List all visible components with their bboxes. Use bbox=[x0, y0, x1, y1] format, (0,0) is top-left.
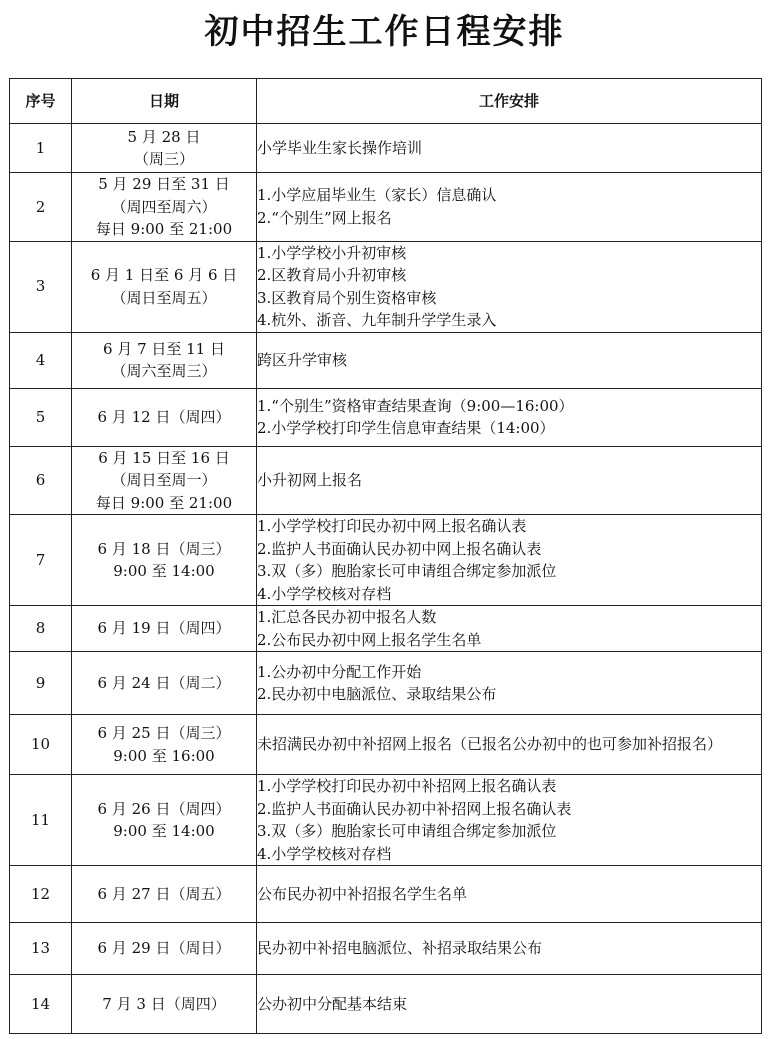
schedule-table bbox=[9, 78, 762, 1034]
date-line: 6 月 24 日（周二） bbox=[97, 673, 231, 692]
row-seq: 12 bbox=[10, 866, 72, 923]
work-line: 4.小学学校核对存档 bbox=[257, 844, 392, 863]
date-line: 每日 9:00 至 21:00 bbox=[95, 493, 233, 512]
work-line: 2.民办初中电脑派位、录取结果公布 bbox=[257, 685, 497, 703]
work-line: 1.小学应届毕业生（家长）信息确认 bbox=[257, 186, 497, 205]
date-line: 5 月 29 日至 31 日 bbox=[98, 175, 230, 193]
work-line: 公布民办初中补招报名学生名单 bbox=[257, 884, 468, 903]
table-row bbox=[10, 606, 762, 652]
date-line: 6 月 25 日（周三） bbox=[97, 724, 231, 742]
row-seq: 14 bbox=[10, 975, 72, 1034]
work-line: 4.小学学校核对存档 bbox=[257, 584, 392, 603]
row-work bbox=[257, 652, 762, 715]
table-row bbox=[10, 652, 762, 715]
work-line: 1.“个别生”资格审查结果查询（9:00—16:00） bbox=[257, 396, 574, 415]
row-date bbox=[72, 241, 257, 332]
row-date bbox=[72, 606, 257, 652]
row-seq: 11 bbox=[10, 775, 72, 866]
work-line: 民办初中补招电脑派位、补招录取结果公布 bbox=[257, 939, 543, 958]
row-work bbox=[257, 975, 762, 1034]
row-seq: 13 bbox=[10, 923, 72, 975]
work-line: 1.公办初中分配工作开始 bbox=[257, 662, 422, 681]
row-seq: 5 bbox=[10, 388, 72, 446]
work-line: 3.双（多）胞胎家长可申请组合绑定参加派位 bbox=[257, 822, 557, 840]
date-line: 6 月 19 日（周四） bbox=[97, 619, 231, 638]
work-line: 3.双（多）胞胎家长可申请组合绑定参加派位 bbox=[257, 562, 557, 580]
row-seq: 4 bbox=[10, 332, 72, 388]
work-line: 公办初中分配基本结束 bbox=[257, 994, 408, 1013]
date-line: 9:00 至 14:00 bbox=[113, 822, 215, 840]
table-row bbox=[10, 775, 762, 866]
table-header-row bbox=[10, 79, 762, 124]
row-work bbox=[257, 775, 762, 866]
row-work bbox=[257, 124, 762, 173]
date-line: （周日至周一） bbox=[111, 471, 217, 489]
work-line: 未招满民办初中补招网上报名（已报名公办初中的也可参加补招报名） bbox=[257, 735, 723, 754]
work-line: 3.区教育局个别生资格审核 bbox=[257, 288, 437, 307]
page-title: 初中招生工作日程安排 bbox=[204, 12, 565, 52]
work-line: 跨区升学审核 bbox=[257, 350, 348, 369]
table-row bbox=[10, 173, 762, 242]
date-line: 7 月 3 日（周四） bbox=[102, 994, 226, 1013]
date-line: 9:00 至 14:00 bbox=[113, 562, 215, 580]
row-date bbox=[72, 173, 257, 242]
table-row bbox=[10, 975, 762, 1034]
table-row bbox=[10, 866, 762, 923]
table-row bbox=[10, 388, 762, 446]
row-seq: 2 bbox=[10, 173, 72, 242]
row-date bbox=[72, 975, 257, 1034]
work-line: 小升初网上报名 bbox=[257, 471, 363, 489]
date-line: （周日至周五） bbox=[111, 288, 217, 307]
date-line: 每日 9:00 至 21:00 bbox=[95, 220, 233, 238]
row-date bbox=[72, 515, 257, 606]
row-seq: 1 bbox=[10, 124, 72, 173]
row-seq: 8 bbox=[10, 606, 72, 652]
row-date bbox=[72, 446, 257, 515]
date-line: 6 月 26 日（周四） bbox=[97, 799, 231, 818]
row-date bbox=[72, 332, 257, 388]
row-work bbox=[257, 332, 762, 388]
row-work bbox=[257, 515, 762, 606]
table-row bbox=[10, 241, 762, 332]
work-line: 1.汇总各民办初中报名人数 bbox=[257, 608, 437, 626]
table-row bbox=[10, 124, 762, 173]
date-line: 6 月 12 日（周四） bbox=[97, 407, 231, 426]
work-line: 小学毕业生家长操作培训 bbox=[257, 138, 423, 157]
row-work bbox=[257, 715, 762, 775]
date-line: 6 月 7 日至 11 日 bbox=[102, 339, 225, 358]
row-work bbox=[257, 388, 762, 446]
work-line: 4.杭外、浙音、九年制升学学生录入 bbox=[257, 311, 497, 329]
work-line: 2.区教育局小升初审核 bbox=[257, 266, 407, 284]
date-line: 6 月 18 日（周三） bbox=[97, 539, 231, 558]
row-work bbox=[257, 446, 762, 515]
row-date bbox=[72, 652, 257, 715]
date-line: （周六至周三） bbox=[111, 362, 217, 380]
work-line: 2.公布民办初中网上报名学生名单 bbox=[257, 630, 482, 649]
table-row bbox=[10, 332, 762, 388]
row-date bbox=[72, 124, 257, 173]
row-seq: 3 bbox=[10, 241, 72, 332]
table-row bbox=[10, 923, 762, 975]
row-seq: 6 bbox=[10, 446, 72, 515]
date-line: （周三） bbox=[133, 150, 194, 168]
work-line: 1.小学学校打印民办初中补招网上报名确认表 bbox=[257, 777, 557, 795]
work-line: 2.监护人书面确认民办初中补招网上报名确认表 bbox=[257, 799, 572, 818]
table-row bbox=[10, 715, 762, 775]
date-line: 9:00 至 16:00 bbox=[113, 746, 215, 765]
work-line: 2.“个别生”网上报名 bbox=[257, 208, 392, 227]
table-row bbox=[10, 446, 762, 515]
row-work bbox=[257, 173, 762, 242]
row-seq: 9 bbox=[10, 652, 72, 715]
row-date bbox=[72, 775, 257, 866]
row-date bbox=[72, 866, 257, 923]
row-seq: 7 bbox=[10, 515, 72, 606]
row-date bbox=[72, 923, 257, 975]
date-line: 6 月 29 日（周日） bbox=[97, 939, 231, 958]
row-date bbox=[72, 715, 257, 775]
date-line: 6 月 27 日（周五） bbox=[97, 884, 231, 903]
work-line: 2.小学学校打印学生信息审查结果（14:00） bbox=[257, 419, 555, 437]
row-work bbox=[257, 923, 762, 975]
header-seq: 序号 bbox=[10, 79, 72, 124]
header-work: 工作安排 bbox=[257, 79, 762, 124]
work-line: 1.小学学校打印民办初中网上报名确认表 bbox=[257, 517, 527, 535]
header-date: 日期 bbox=[72, 79, 257, 124]
row-date bbox=[72, 388, 257, 446]
row-seq: 10 bbox=[10, 715, 72, 775]
date-line: （周四至周六） bbox=[111, 197, 217, 216]
work-line: 2.监护人书面确认民办初中网上报名确认表 bbox=[257, 539, 542, 558]
table-row bbox=[10, 515, 762, 606]
date-line: 6 月 15 日至 16 日 bbox=[98, 448, 230, 467]
work-line: 1.小学学校小升初审核 bbox=[257, 243, 407, 262]
date-line: 5 月 28 日 bbox=[127, 127, 201, 146]
row-work bbox=[257, 606, 762, 652]
date-line: 6 月 1 日至 6 月 6 日 bbox=[90, 266, 238, 284]
row-work bbox=[257, 241, 762, 332]
row-work bbox=[257, 866, 762, 923]
